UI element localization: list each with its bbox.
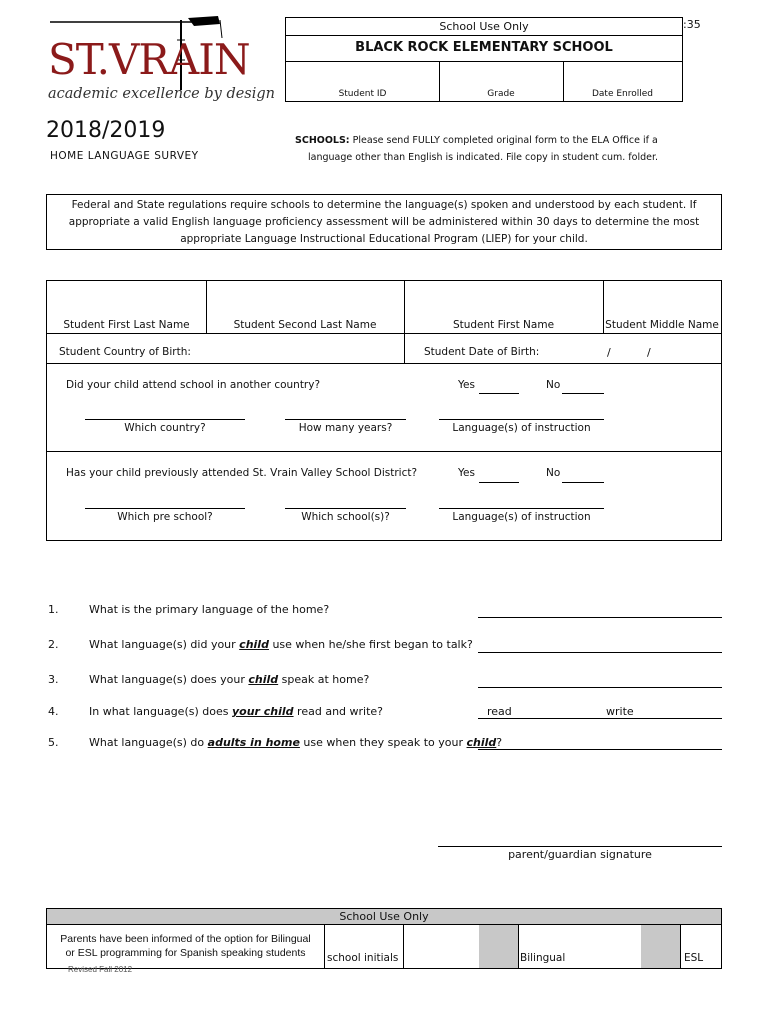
answer-line[interactable]: [478, 617, 722, 618]
question-text-pre: What language(s) did your: [89, 638, 240, 651]
question-text-post: speak at home?: [278, 673, 370, 686]
signature-line[interactable]: [438, 846, 722, 847]
school-use-header: School Use Only: [286, 18, 682, 36]
first-name-cell[interactable]: [404, 281, 604, 334]
question-text: [89, 673, 369, 686]
question-text-post: use when he/she first began to talk?: [268, 638, 473, 651]
country-of-birth-label: Student Country of Birth:: [59, 346, 191, 358]
question-number: 1.: [48, 603, 59, 616]
question-text-pre: What language(s) does your: [89, 673, 249, 686]
bilingual-label-cell: [518, 925, 642, 968]
other-country-yes-label: Yes: [458, 379, 475, 391]
answer-line[interactable]: [478, 749, 722, 750]
school-initials-field[interactable]: [403, 925, 480, 968]
question-text: [89, 638, 473, 651]
other-country-question: Did your child attend school in another country?: [66, 379, 321, 391]
district-no-blank[interactable]: [562, 482, 604, 483]
district-yes-blank[interactable]: [479, 482, 519, 483]
grade-label: Grade: [487, 89, 515, 99]
footer-header: School Use Only: [47, 909, 721, 925]
date-enrolled-cell[interactable]: [563, 61, 682, 101]
signature-label: parent/guardian signature: [508, 848, 652, 861]
question-emphasis: child: [248, 673, 279, 686]
second-last-name-label: Student Second Last Name: [233, 319, 377, 331]
which-country-label: Which country?: [124, 422, 206, 434]
other-country-no-label: No: [546, 379, 561, 391]
question-emphasis: your child: [231, 705, 294, 718]
schools-note-line1: Please send FULLY completed original form to the ELA Office if a: [352, 135, 658, 146]
question-emphasis: adults in home: [207, 736, 300, 749]
bilingual-checkbox[interactable]: [479, 925, 519, 968]
other-country-no-blank[interactable]: [562, 393, 604, 394]
instruction-language-field[interactable]: [439, 419, 604, 420]
school-year: 2018/2019: [46, 118, 166, 143]
answer-line[interactable]: [478, 718, 722, 719]
grade-cell[interactable]: [439, 61, 564, 101]
intro-line3: appropriate Language Instructional Educational Program (LIEP) for your child.: [180, 233, 588, 245]
bilingual-label: Bilingual: [520, 952, 566, 964]
question-text-post-2: ?: [496, 736, 503, 749]
student-id-cell[interactable]: [286, 61, 440, 101]
district-question: Has your child previously attended St. Vrain Valley School District?: [66, 467, 418, 479]
middle-name-label: Student Middle Name: [605, 319, 719, 331]
section-divider: [47, 451, 721, 452]
question-text-pre: In what language(s) does: [89, 705, 232, 718]
question-text-post: use when they speak to your: [299, 736, 467, 749]
dob-slash-2: /: [647, 346, 651, 359]
question-emphasis-2: child: [466, 736, 497, 749]
how-many-years-field[interactable]: [285, 419, 406, 420]
instruction-language-label: Language(s) of instruction: [452, 422, 591, 434]
question-text-pre: What is the primary language of the home?: [89, 603, 330, 616]
question-number: 4.: [48, 705, 59, 718]
first-last-name-cell[interactable]: [47, 281, 207, 334]
survey-title: HOME LANGUAGE SURVEY: [50, 150, 199, 162]
intro-line1: Federal and State regulations require schools to determine the language(s) spoken and understood by each student. If: [71, 199, 697, 211]
question-text: [89, 705, 383, 718]
district-instruction-language-label: Language(s) of instruction: [452, 511, 591, 523]
logo-tagline: academic excellence by design: [48, 86, 276, 102]
date-of-birth-label: Student Date of Birth:: [424, 346, 540, 358]
date-enrolled-label: Date Enrolled: [591, 89, 654, 99]
school-initials-label-cell: [324, 925, 404, 968]
intro-box: [46, 194, 722, 250]
question-number: 2.: [48, 638, 59, 651]
answer-line[interactable]: [478, 652, 722, 653]
question-number: 5.: [48, 736, 59, 749]
write-label: write: [606, 705, 634, 718]
which-preschool-field[interactable]: [85, 508, 245, 509]
student-info-table: [46, 280, 722, 541]
which-schools-field[interactable]: [285, 508, 406, 509]
second-last-name-cell[interactable]: [206, 281, 405, 334]
schools-note: [295, 135, 658, 146]
corner-code: :35: [683, 18, 701, 31]
student-id-label: Student ID: [338, 89, 387, 99]
parent-notice-line1: Parents have been informed of the option for Bilingual: [60, 933, 311, 945]
dob-slash-1: /: [607, 346, 611, 359]
district-no-label: No: [546, 467, 561, 479]
answer-line[interactable]: [478, 687, 722, 688]
esl-label-cell: [680, 925, 721, 968]
school-name: BLACK ROCK ELEMENTARY SCHOOL: [286, 35, 682, 62]
question-text: [89, 603, 329, 616]
which-schools-label: Which school(s)?: [301, 511, 390, 523]
parent-notice-cell: [47, 925, 325, 968]
logo: [48, 14, 276, 109]
question-text-post: read and write?: [293, 705, 384, 718]
schools-note-label: SCHOOLS:: [295, 135, 350, 146]
revised-note: Revised Fall 2012: [68, 965, 133, 974]
schools-note-line2: language other than English is indicated. File copy in student cum. folder.: [308, 152, 659, 163]
footer-school-use: [46, 908, 722, 969]
intro-line2: appropriate a valid English language proficiency assessment will be administered within 30 days to determine the most: [68, 216, 700, 228]
date-of-birth-cell[interactable]: [404, 333, 721, 364]
parent-notice-line2: or ESL programming for Spanish speaking students: [65, 947, 306, 959]
school-use-box: [285, 17, 683, 102]
district-instruction-language-field[interactable]: [439, 508, 604, 509]
esl-checkbox[interactable]: [641, 925, 681, 968]
logo-wordmark: ST.VRAIN: [48, 35, 250, 84]
question-number: 3.: [48, 673, 59, 686]
which-preschool-label: Which pre school?: [117, 511, 213, 523]
other-country-yes-blank[interactable]: [479, 393, 519, 394]
how-many-years-label: How many years?: [298, 422, 393, 434]
question-emphasis: child: [239, 638, 269, 651]
question-text-pre: What language(s) do: [89, 736, 208, 749]
school-initials-label: school initials: [327, 952, 399, 964]
district-yes-label: Yes: [458, 467, 475, 479]
country-of-birth-cell[interactable]: [47, 333, 405, 364]
first-name-label: Student First Name: [452, 319, 555, 331]
first-last-name-label: Student First Last Name: [63, 319, 190, 331]
question-text: [89, 736, 502, 749]
read-label: read: [487, 705, 512, 718]
which-country-field[interactable]: [85, 419, 245, 420]
esl-label: ESL: [684, 952, 704, 964]
middle-name-cell[interactable]: [603, 281, 721, 334]
